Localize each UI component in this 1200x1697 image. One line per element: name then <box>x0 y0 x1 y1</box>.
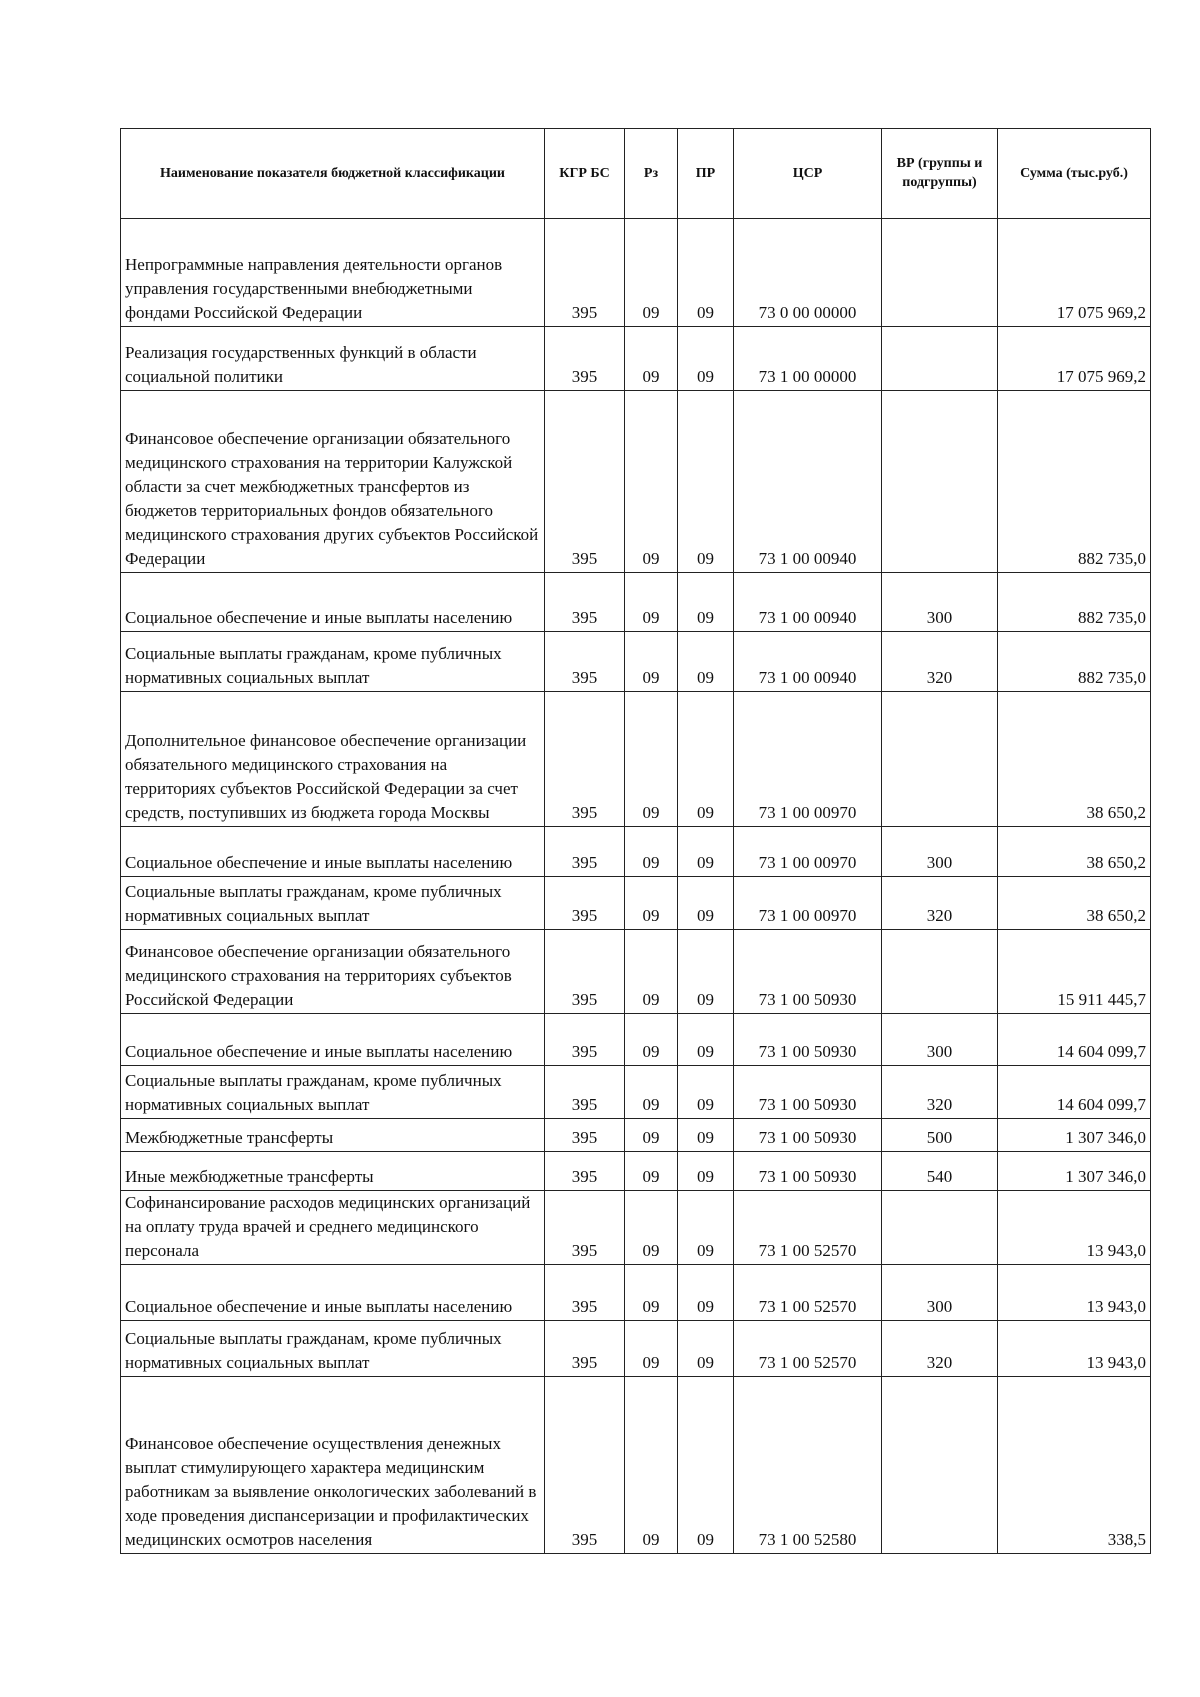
row-vr: 300 <box>882 827 998 877</box>
row-pr: 09 <box>678 1014 734 1066</box>
row-csr: 73 1 00 52570 <box>734 1191 882 1265</box>
row-pr: 09 <box>678 930 734 1014</box>
row-rz: 09 <box>625 391 678 573</box>
row-vr <box>882 391 998 573</box>
row-rz: 09 <box>625 1014 678 1066</box>
row-pr: 09 <box>678 1321 734 1377</box>
row-name: Финансовое обеспечение организации обязательного медицинского страхования на территории Калужской области за счет межбюджетных трансфертов из бюджетов территориальных фондов обязательного медицинского страхования других субъектов Российской Федерации <box>121 391 545 573</box>
budget-table <box>120 128 1151 1554</box>
row-sum: 17 075 969,2 <box>998 327 1151 391</box>
row-csr: 73 1 00 00000 <box>734 327 882 391</box>
row-vr: 300 <box>882 1265 998 1321</box>
row-rz: 09 <box>625 1191 678 1265</box>
table-row <box>121 1014 1151 1066</box>
row-vr <box>882 692 998 827</box>
row-sum: 38 650,2 <box>998 827 1151 877</box>
row-kgrbs: 395 <box>545 219 625 327</box>
row-sum: 1 307 346,0 <box>998 1152 1151 1191</box>
row-pr: 09 <box>678 877 734 930</box>
row-csr: 73 1 00 00970 <box>734 692 882 827</box>
table-row <box>121 632 1151 692</box>
row-kgrbs: 395 <box>545 1321 625 1377</box>
row-kgrbs: 395 <box>545 327 625 391</box>
row-sum: 15 911 445,7 <box>998 930 1151 1014</box>
row-vr: 320 <box>882 1321 998 1377</box>
header-pr: ПР <box>678 129 734 219</box>
row-rz: 09 <box>625 573 678 632</box>
row-name: Дополнительное финансовое обеспечение организации обязательного медицинского страхования на территориях субъектов Российской Федерации за счет средств, поступивших из бюджета города Москвы <box>121 692 545 827</box>
row-vr <box>882 1377 998 1554</box>
row-rz: 09 <box>625 1152 678 1191</box>
row-pr: 09 <box>678 327 734 391</box>
row-vr: 300 <box>882 573 998 632</box>
row-kgrbs: 395 <box>545 1066 625 1119</box>
row-rz: 09 <box>625 327 678 391</box>
row-kgrbs: 395 <box>545 1152 625 1191</box>
table-row <box>121 1152 1151 1191</box>
row-kgrbs: 395 <box>545 1265 625 1321</box>
row-name: Социальные выплаты гражданам, кроме публичных нормативных социальных выплат <box>121 877 545 930</box>
row-csr: 73 1 00 50930 <box>734 930 882 1014</box>
row-rz: 09 <box>625 219 678 327</box>
table-row <box>121 573 1151 632</box>
row-sum: 338,5 <box>998 1377 1151 1554</box>
row-name: Социальное обеспечение и иные выплаты населению <box>121 1014 545 1066</box>
row-csr: 73 1 00 00970 <box>734 827 882 877</box>
row-rz: 09 <box>625 877 678 930</box>
row-rz: 09 <box>625 692 678 827</box>
row-sum: 14 604 099,7 <box>998 1066 1151 1119</box>
row-rz: 09 <box>625 1265 678 1321</box>
header-csr: ЦСР <box>734 129 882 219</box>
row-rz: 09 <box>625 632 678 692</box>
row-sum: 17 075 969,2 <box>998 219 1151 327</box>
row-name: Социальное обеспечение и иные выплаты населению <box>121 573 545 632</box>
row-rz: 09 <box>625 1066 678 1119</box>
header-sum: Сумма (тыс.руб.) <box>998 129 1151 219</box>
row-name: Реализация государственных функций в области социальной политики <box>121 327 545 391</box>
row-sum: 13 943,0 <box>998 1191 1151 1265</box>
row-pr: 09 <box>678 1152 734 1191</box>
row-kgrbs: 395 <box>545 1119 625 1152</box>
row-csr: 73 1 00 00940 <box>734 632 882 692</box>
row-kgrbs: 395 <box>545 632 625 692</box>
row-name: Финансовое обеспечение осуществления денежных выплат стимулирующего характера медицинским работникам за выявление онкологических заболеваний в ходе проведения диспансеризации и профилактических медицинских осмотров населения <box>121 1377 545 1554</box>
row-sum: 882 735,0 <box>998 573 1151 632</box>
row-sum: 14 604 099,7 <box>998 1014 1151 1066</box>
row-sum: 38 650,2 <box>998 877 1151 930</box>
row-csr: 73 1 00 52580 <box>734 1377 882 1554</box>
row-rz: 09 <box>625 930 678 1014</box>
table-row <box>121 877 1151 930</box>
row-name: Социальные выплаты гражданам, кроме публичных нормативных социальных выплат <box>121 632 545 692</box>
row-name: Социальное обеспечение и иные выплаты населению <box>121 1265 545 1321</box>
row-sum: 13 943,0 <box>998 1321 1151 1377</box>
header-vr: ВР (группы и подгруппы) <box>882 129 998 219</box>
row-csr: 73 1 00 50930 <box>734 1066 882 1119</box>
row-kgrbs: 395 <box>545 930 625 1014</box>
row-name: Социальные выплаты гражданам, кроме публичных нормативных социальных выплат <box>121 1321 545 1377</box>
row-pr: 09 <box>678 1119 734 1152</box>
table-row <box>121 1377 1151 1554</box>
table-row <box>121 219 1151 327</box>
row-name: Социальное обеспечение и иные выплаты населению <box>121 827 545 877</box>
row-vr <box>882 219 998 327</box>
row-kgrbs: 395 <box>545 692 625 827</box>
header-rz: Рз <box>625 129 678 219</box>
row-kgrbs: 395 <box>545 573 625 632</box>
row-name: Межбюджетные трансферты <box>121 1119 545 1152</box>
row-rz: 09 <box>625 1377 678 1554</box>
table-header-row <box>121 129 1151 219</box>
table-row <box>121 1119 1151 1152</box>
table-row <box>121 391 1151 573</box>
row-name: Социальные выплаты гражданам, кроме публичных нормативных социальных выплат <box>121 1066 545 1119</box>
row-vr: 320 <box>882 1066 998 1119</box>
row-rz: 09 <box>625 1119 678 1152</box>
row-pr: 09 <box>678 692 734 827</box>
row-name: Иные межбюджетные трансферты <box>121 1152 545 1191</box>
row-vr: 320 <box>882 632 998 692</box>
row-kgrbs: 395 <box>545 827 625 877</box>
row-rz: 09 <box>625 1321 678 1377</box>
table-row <box>121 1191 1151 1265</box>
row-vr <box>882 930 998 1014</box>
row-vr <box>882 1191 998 1265</box>
table-row <box>121 1321 1151 1377</box>
row-pr: 09 <box>678 391 734 573</box>
row-name: Софинансирование расходов медицинских организаций на оплату труда врачей и среднего медицинского персонала <box>121 1191 545 1265</box>
row-csr: 73 1 00 50930 <box>734 1152 882 1191</box>
header-kgrbs: КГР БС <box>545 129 625 219</box>
table-row <box>121 692 1151 827</box>
row-csr: 73 0 00 00000 <box>734 219 882 327</box>
row-vr <box>882 327 998 391</box>
row-vr: 540 <box>882 1152 998 1191</box>
row-sum: 38 650,2 <box>998 692 1151 827</box>
header-name: Наименование показателя бюджетной классификации <box>121 129 545 219</box>
row-kgrbs: 395 <box>545 877 625 930</box>
table-row <box>121 1066 1151 1119</box>
row-csr: 73 1 00 00970 <box>734 877 882 930</box>
row-csr: 73 1 00 50930 <box>734 1119 882 1152</box>
row-sum: 13 943,0 <box>998 1265 1151 1321</box>
row-kgrbs: 395 <box>545 1191 625 1265</box>
table-row <box>121 327 1151 391</box>
row-sum: 1 307 346,0 <box>998 1119 1151 1152</box>
row-csr: 73 1 00 00940 <box>734 391 882 573</box>
table-row <box>121 930 1151 1014</box>
row-rz: 09 <box>625 827 678 877</box>
table-row <box>121 827 1151 877</box>
row-pr: 09 <box>678 1377 734 1554</box>
row-vr: 300 <box>882 1014 998 1066</box>
table-row <box>121 1265 1151 1321</box>
row-csr: 73 1 00 52570 <box>734 1321 882 1377</box>
row-name: Непрограммные направления деятельности органов управления государственными внебюджетными фондами Российской Федерации <box>121 219 545 327</box>
row-kgrbs: 395 <box>545 1377 625 1554</box>
row-csr: 73 1 00 52570 <box>734 1265 882 1321</box>
row-vr: 500 <box>882 1119 998 1152</box>
row-pr: 09 <box>678 827 734 877</box>
row-kgrbs: 395 <box>545 391 625 573</box>
row-csr: 73 1 00 00940 <box>734 573 882 632</box>
row-name: Финансовое обеспечение организации обязательного медицинского страхования на территориях субъектов Российской Федерации <box>121 930 545 1014</box>
row-pr: 09 <box>678 632 734 692</box>
row-vr: 320 <box>882 877 998 930</box>
row-kgrbs: 395 <box>545 1014 625 1066</box>
row-sum: 882 735,0 <box>998 632 1151 692</box>
row-csr: 73 1 00 50930 <box>734 1014 882 1066</box>
row-sum: 882 735,0 <box>998 391 1151 573</box>
row-pr: 09 <box>678 573 734 632</box>
row-pr: 09 <box>678 219 734 327</box>
row-pr: 09 <box>678 1191 734 1265</box>
row-pr: 09 <box>678 1066 734 1119</box>
row-pr: 09 <box>678 1265 734 1321</box>
